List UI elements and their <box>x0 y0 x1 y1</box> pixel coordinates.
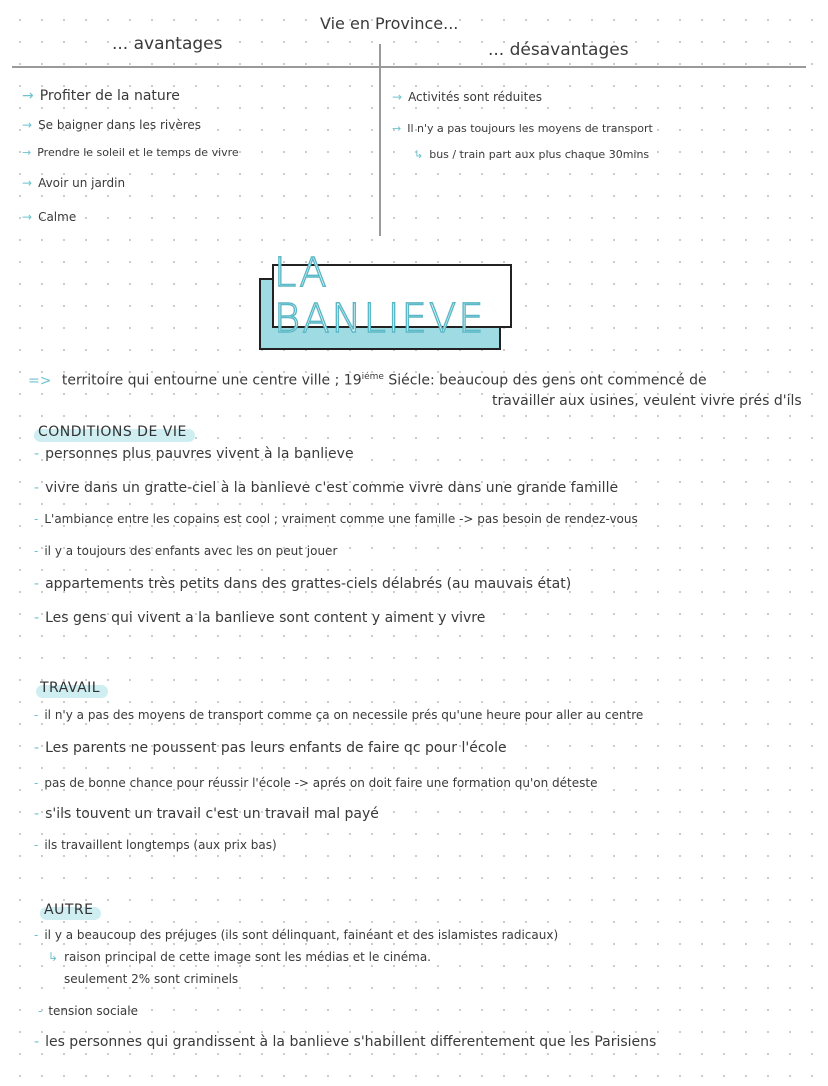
dash-icon: - <box>34 576 40 592</box>
list-item: → Prendre le soleil et le temps de vivre <box>22 146 239 159</box>
list-item: ↳ bus / train part aux plus chaque 30mins <box>414 148 650 161</box>
dash-icon: - <box>34 1034 40 1050</box>
list-item: → Il n'y a pas toujours les moyens de transport <box>392 122 653 135</box>
definition-line-1: => territoire qui entourne une centre ville ; $19^{iéme}$ Siécle: beaucoup des gens ont commencé de <box>28 372 707 389</box>
list-item: - Les gens qui vivent a la banlieve sont content y aiment y vivre <box>34 610 486 626</box>
dash-icon: - <box>38 1004 43 1018</box>
list-item: → Calme <box>22 210 77 224</box>
arrow-icon: → <box>22 88 34 104</box>
arrow-icon: → <box>392 90 403 104</box>
list-item: - vivre dans un gratte-ciel à la banlieve c'est comme vivre dans une grande famille <box>34 480 619 496</box>
table-header-rule <box>12 66 806 68</box>
conditions-heading: CONDITIONS DE VIE <box>34 424 195 440</box>
page-title: Vie en Province... <box>320 14 459 33</box>
dash-icon: - <box>34 512 39 526</box>
dash-icon: - <box>34 446 40 462</box>
list-item: - L'ambiance entre les copains est cool ; vraiment comme une famille -> pas besoin de rendez-vous <box>34 512 638 526</box>
list-item: - tension sociale <box>38 1004 138 1018</box>
dash-icon: - <box>34 740 40 756</box>
dash-icon: - <box>34 776 39 790</box>
dash-icon: - <box>34 610 40 626</box>
list-item: - il y a toujours des enfants avec les on peut jouer <box>34 544 338 558</box>
dash-icon: - <box>34 838 39 852</box>
sub-arrow-icon: ↳ <box>48 950 59 964</box>
arrow-icon: → <box>22 210 33 224</box>
list-item: → Activités sont réduites <box>392 90 542 104</box>
list-item: - il n'y a pas des moyens de transport comme ça on necessile prés qu'une heure pour aller au centre <box>34 708 644 722</box>
list-item: - ils travaillent longtemps (aux prix bas) <box>34 838 277 852</box>
disadvantages-heading: ... désavantages <box>488 40 629 60</box>
list-item: - appartements très petits dans des grattes-ciels délabrés (au mauvais état) <box>34 576 572 592</box>
list-item: - personnes plus pauvres vivent à la banlieve <box>34 446 354 462</box>
list-item: - s'ils touvent un travail c'est un travail mal payé <box>34 806 379 822</box>
list-item: - pas de bonne chance pour réussir l'école -> aprés on doit faire une formation qu'on déteste <box>34 776 598 790</box>
banner-title-box <box>272 250 512 342</box>
arrow-icon: → <box>22 146 32 159</box>
sub-arrow-icon: ↳ <box>414 148 424 161</box>
list-item: - il y a beaucoup des préjuges (ils sont délinquant, fainéant et des islamistes radicaux) <box>34 928 559 942</box>
table-column-divider <box>379 44 381 236</box>
list-item: → Avoir un jardin <box>22 176 126 190</box>
list-item: - Les parents ne poussent pas leurs enfants de faire qc pour l'école <box>34 740 507 756</box>
dash-icon: - <box>34 480 40 496</box>
list-item: → Profiter de la nature <box>22 88 180 104</box>
arrow-icon: → <box>22 176 33 190</box>
list-sub-item: seulement 2% sont criminels <box>64 972 239 986</box>
arrow-icon: → <box>22 118 33 132</box>
dash-icon: - <box>34 928 39 942</box>
list-item: - les personnes qui grandissent à la banlieve s'habillent differentement que les Parisiens <box>34 1034 657 1050</box>
dash-icon: - <box>34 708 39 722</box>
arrow-icon: → <box>392 122 402 135</box>
advantages-heading: ... avantages <box>112 34 223 54</box>
definition-line-2: travailler aux usines, veulent vivre prés d'ils <box>492 393 802 409</box>
dash-icon: - <box>34 806 40 822</box>
travail-heading: TRAVAIL <box>36 680 108 696</box>
banner-title: LA BANLIEVE <box>274 250 486 342</box>
autre-heading: AUTRE <box>40 902 101 918</box>
double-arrow-icon: => <box>28 372 52 389</box>
dash-icon: - <box>34 544 39 558</box>
list-item: → Se baigner dans les rivères <box>22 118 202 132</box>
list-sub-item: ↳ raison principal de cette image sont les médias et le cinéma. <box>48 950 431 964</box>
